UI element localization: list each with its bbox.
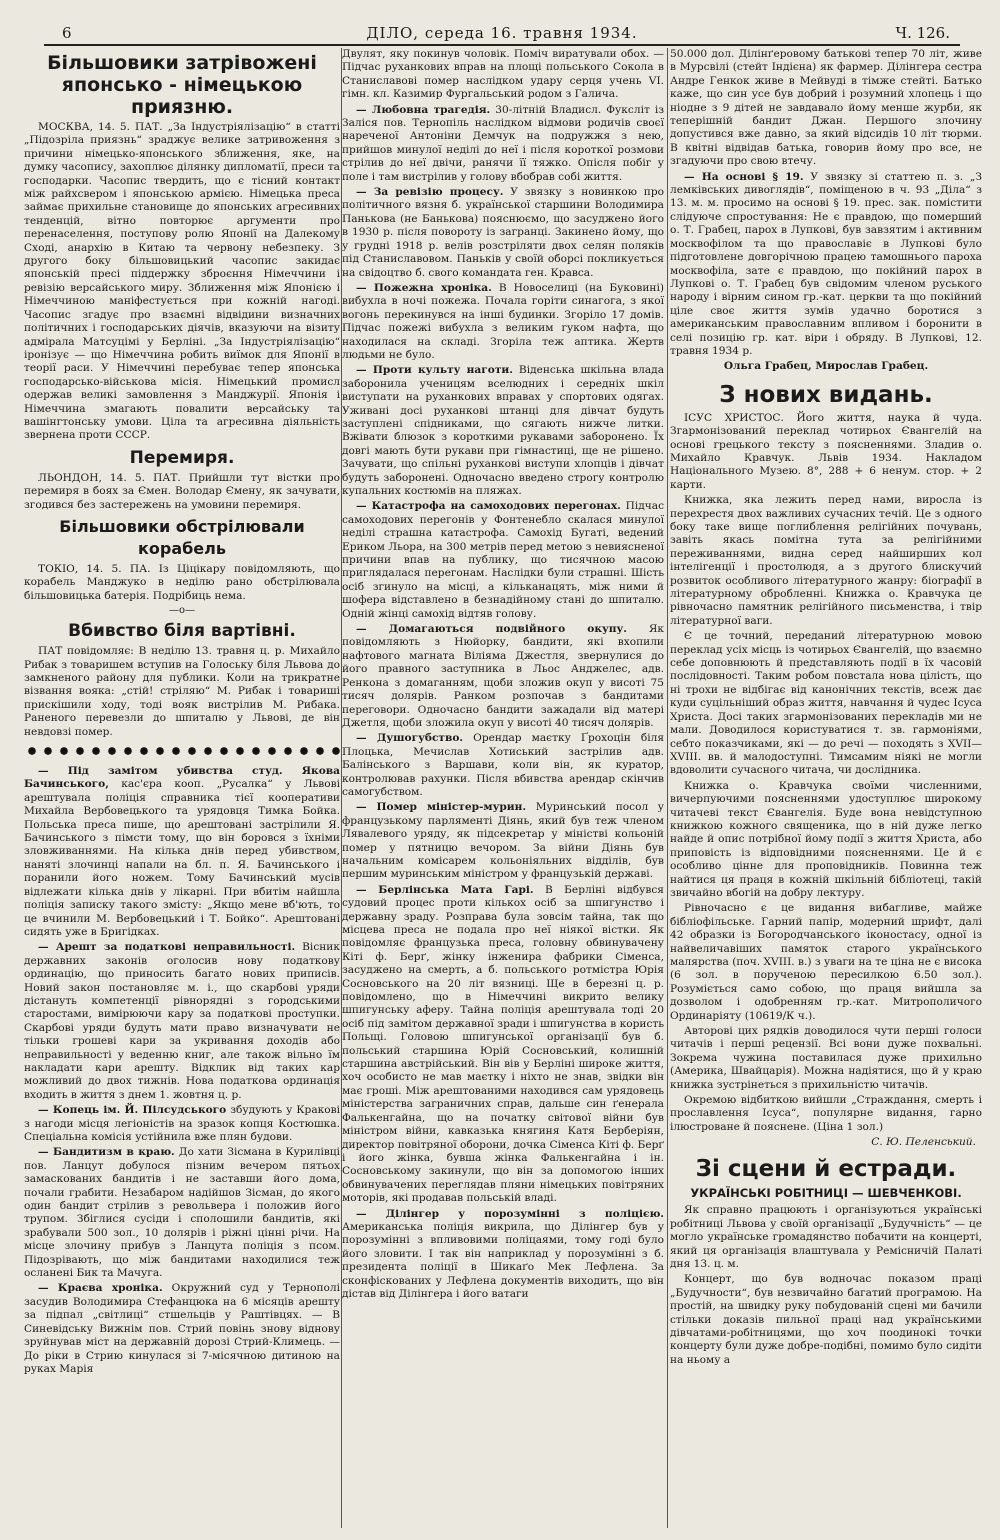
masthead-line: ДІЛО, середа 16. травня 1934. (366, 24, 638, 42)
headline-ship-shelled: Більшовики обстрілювали корабель (59, 516, 305, 558)
page-number: 6 (62, 24, 72, 42)
news-item: — Помер міністер-мурин. Муринський посол у французькому парляменті Діянь, який був теж членом Лявалевого уряду, як підсекретар у міністві кольоній помер у пятницю вечором. За війни Діянь був начальним комісарем кольоніяльних відділів, був першим муринським міністром у французькій державі. (342, 801, 664, 881)
ornament-divider (24, 745, 340, 757)
review-paragraph: Окремою відбиткою вийшли „Страждання, смерть і прославлення Ісуса“, популярне видання, гарно ілюстроване й пояснене. (Ціна 1 зол.) (670, 1094, 982, 1133)
news-item: 50.000 дол. Ділінґеровому батькові тепер 70 літ, живе в Мурсвілі (стейт Індієна) як фармер. Ділінгера сестра Андре Генкок живе в Мейвуді в тімже стейті. Батько каже, що син усе був добрий і розумний хлопець і що ніодне з 9 дітей не завдавало йому менше журби, як теперішній бандит Джан. Першого злочину допустився вже давно, за який відсидів 10 літ тюрми. В квітні відвідав батька, говорив йому про все, не згадуючи про свою втечу. (670, 48, 982, 168)
news-item: — Любовна трагедія. 30-літній Владисл. Фуксліт із Заліся пов. Тернопіль наслідком відмови родичів своєї нареченої Антоніни Демчук на подружжя з нею, прийшов минулої неділі до неї і після короткої розмови стрілив до неї двічи, ранячи її тяжко. Опісля побіг у поле і там вистрілив у голову вбобрав собі життя. (342, 103, 664, 183)
news-item: — Пожежна хроніка. В Новоселиці (на Буковині) вибухла в ночі пожежа. Почала горіти синагога, з якої вогонь перекинувся на інші будинки. Згоріло 17 домів. Підчас пожежі вибухла з великим гуком нафта, що находилася на складі. Згоріла теж аптика. Жертв людьми не було. (342, 281, 664, 361)
review-paragraph: Є це точний, переданий літературною мовою переклад усіх місць із чотирьох Євангелій, що взаємно себе доповнюють й представляють події в їх часовій послідовності. Таким робом повстала нова цілість, що ні трохи не відбігає від канонічних текстів, всеж дає куди суцільніший образ життя, навчання й чудес Ісуса Христа. Досі таких згармонізованих перекладів ми не мали. Доводилося користуватися т. зв. гармоніями, себто показчиками, які — до речі — походять з XVII—XVIII. вв. й малодоступні. Тимсамим ніякі не могли вдоволити сучасного читача, чи дослідника. (670, 630, 982, 777)
column-1 (24, 48, 340, 1530)
review-paragraph: ІСУС ХРИСТОС. Його життя, наука й чуда. Згармонізований переклад чотирьох Євангелій на основі грецького тексту з поясненнями. Зладив о. Михайло Кравчук. Львів 1934. Накладом Національного Музею. 8°, 288 + 6 ненум. стор. + 2 карти. (670, 411, 982, 491)
signature-pelenskyi: С. Ю. Пеленський. (871, 1136, 976, 1149)
headline-bolsheviks-alarmed: Більшовики затрівожені японсько - німецькою приязню. (47, 52, 317, 118)
news-item: — Під замітом убивства студ. Якова Бачинського, кас'єра кооп. „Русалка“ у Львові арештувала поліція справника тієї кооперативи Михайла Вербовецького та урядовця Тимка Бойка. Польська преса пише, що арештовані застрілили Я. Бачинського з пімсти тому, що він боровся з їхніми зловживаннями. На кілька днів перед убивством, наняті злочинці напали на бл. п. Я. Бачинського і поранили його ножем. Тому Бачинський мусів відлежати кілька днів у лікарні. При вбитім найшла поліція записку такого змісту: „Якщо мене вб'ють, то це вчинили М. Вербовецький і Т. Бойко“. Арештовані сидять уже в Бригідках. (24, 765, 340, 938)
news-item: — Ділінгер у порозумінні з поліцією. Американська поліція викрила, що Ділінгер був у порозумінні з впливовими поліцаями, тому годі було його зловити. І так він наприклад у порозумінні з б. президента поліції в Шикаґо Мек Лефлена. За сконфіскованих у Лефлена документів виходить, що він дістав від Ділінгера і його ватаги (342, 1207, 664, 1300)
subheadline-workers: УКРАЇНСЬКІ РОБІТНИЦІ — ШЕВЧЕНКОВІ. (690, 1186, 962, 1201)
review-paragraph: Книжка, яка лежить перед нами, виросла із перехрестя двох важливих сучасних течій. Це з одного боку таке вище поглиблення релігійних почувань, завіть якась помітна тута за релігійними переживаннями, видна серед найширших кол інтелігенції і простолюдя, а з другого блискучий розвиток особливого літературного жанру: біографії в літературному обробленні. Книжка о. Кравчука це рівночасно памятник релігійного письменства, і твір літературної ваги. (670, 494, 982, 627)
news-item: — Арешт за податкові неправильності. Вісник державних законів оголосив нову податкову ординацію, що приносить багато нових приписів. Новий закон постановляє м. і., що скарбові уряди дістануть компетенції рівнорядні з городськими старостами, вимірюючи кару за податкові проступки. Скарбові уряди будуть мати право визначувати не тільки грошеві кари за укривання доходів або неправильності у веденню книг, але також вільно їм накладати кари арешту. Відклик від таких кар можливий до двох тижнів. Нова податкова ординація входить в життя з днем 1. жовтня ц. р. (24, 941, 340, 1101)
article-ship-shelled: ТОКІО, 14. 5. ПА. Із Ціцікару повідомляють, що корабель Манджуко в неділю рано обстрілювала більшовицька батерія. Подрібиць нема. (24, 562, 340, 602)
headline-truce: Перемиря. (129, 447, 235, 468)
article-bolsheviks-alarmed: МОСКВА, 14. 5. ПАТ. „За Індустріялізацію“ в статті „Підозріла приязнь“ зраджує велике затривоження з причини німецько-японського зближення, яке, на думку часопису, захоплює ділянку дипломатії, преси та господарки. Часопис твердить, що є тісний контакт між райхсвером і японською армією. Німецька преса займає прихильне становище до японських агресивних тенденцій, вітно повторює аргументи про перенаселення, поступову ролю Японії на Далекому Сході, анархію в Китаю та червону небезпеку. З другого боку більшовицький часопис закидає японській пресі піддержку зброєння Німеччини і ревізію версайського миру. Зближення між Японією і Німеччиною маніфестується при кожній нагоді. Часопис згадує про взаємні відвідини визначних політичних і господарських діячів, вказуючи на візиту адмірала Матсуцімі у Берліні. „За Індустріялізацію“ іронізує — що Німеччина робить виїмок для Японії в теорії раси. У Німеччині перебуває тепер японська господарсько-військова місія. Німецький промисл одержав великі замовлення з Манджурії. Японія і Німеччина змагають повалити версайську та вашінгтонську умови. Ціла та агресивна діяльність звернена проти СССР. (24, 121, 340, 442)
review-paragraph: Рівночасно є це видання вибагливе, майже бібліофільське. Гарний папір, модерний шрифт, далі 42 образки із Богородчанського іконостасу, одної із найвеличавіших памяток старого українського малярства (поч. XVIII. в.) з уваги на те ціна не є висока (6 зол. в порученою пересилкою 6.50 зол.). Розуміється само собою, що праця вийшла за дозволом і одобренням гр.-кат. Митрополичого Ординаріяту (10619/К ч.). (670, 902, 982, 1022)
news-item: — За ревізію процесу. У звязку з новинкою про політичного вязня б. української старшини Володимира Панькова (не Банькова) пояснюємо, що засуджено його в 1930 р. після повороту із загранці. Закинено йому, що у грудні 1918 р. велів розстріляти двох селян поляків під Станиславовом. Паньків у своїй оборсі покликується на свідоцтво б. свого командата ген. Кравса. (342, 186, 664, 279)
column-2 (342, 48, 664, 1530)
news-item: — Катастрофа на самоходових перегонах. Підчас самоходових перегонів у Фонтенебло скалася минулої неділі страшна катастрофа. Самохід Бугаті, ведений Ериком Льора, на 300 метрів перед метою з невиясненої причини впав на публику, що тисячною масою приглядалася перегонам. Наслідки були страшні. Шість осіб згинуло на місці, а кільканацять, між ними й шофера відставлено в безнадійному стані до шпиталю. Одній жінці самохід відтяв голову. (342, 500, 664, 620)
article-murder-guardhouse: ПАТ повідомляє: В неділю 13. травня ц. р. Михайло Рибак з товаришем вступив на Голоську біля Львова до замкненого району для публики. Коли на трикратне візвання вояка: „стій! стріляю“ М. Рибак і товариші прискішили ходу, тоді вояк вистрілив М. Рибака. Раненого перевезли до шпиталю у Львові, де він невдовзі помер. (24, 645, 340, 738)
headline-stage-and-estrade: Зі сцени й естради. (695, 1156, 957, 1183)
issue-number: Ч. 126. (895, 24, 950, 42)
news-item: — Домагаються подвійного окупу. Як повідомляють з Нюйорку, бандити, які вхопили нафтового магната Віліяма Джестля, звернулися до його правного заступника в Льос Анджелес, адв. Ренкона з домаганням, щоби зложив окуп у висоті 75 тисяч долярів. Ранком розпочав з бандитами переговори. Одночасно бандити зажадали від матері Джетля, щоби зложила окуп у висоті 40 тисяч долярів. (342, 623, 664, 729)
signature-grabets: Ольга Грабец, Мирослав Грабец. (723, 360, 929, 373)
news-item: — Копець ім. Й. Пілсудського збудують у Кракові з нагоди місця легіоністів на зразок копця Костюшка. Спеціальна комісія устійнила вже плян будови. (24, 1104, 340, 1143)
review-paragraph: Книжка о. Кравчука своїми численними, вичерпуючими поясненнями удоступлює широкому читачеві текст Євангелія. Буде вона невідступною книжкою кожного священика, що в ній дуже легко найде й опис потрібної йому події з життя Христа, або приповість із відповідними поясненнями. Це й є особливо цінне для проповідників. Повинна теж найтися ця праця в кожній шкільній бібліотеці, такій звичайно вбогій на добру лектуру. (670, 779, 982, 899)
column-rule (667, 48, 668, 1528)
article-paragraph: Як справно працюють і організуються українські робітниці Львова у своїй організації „Будучність“ — це могло українське громадянство побачити на концерті, який ця організація влаштувала у Ремісничій Палаті дня 13. ц. м. (670, 1204, 982, 1270)
article-truce: ЛЬОНДОН, 14. 5. ПАТ. Прийшли тут вістки про перемиря в боях за Ємен. Володар Ємену, як зачувати, згодився без застережень на умовини перемиря. (24, 471, 340, 511)
article-paragraph: Концерт, що був водночас показом праці „Будучности“, був незвичайно багатий програмою. На простій, на швидку руку побудованій сцені ми бачили стільки доказів пильної праці над українськими дівчатами-робітницями, що хоч поодинокі точки концерту були дуже добре-подібні, помимо було сидіти на ньому а (670, 1273, 982, 1366)
news-item: — Проти культу наготи. Віденська шкільна влада заборонила ученицям вселюдних і середніх шкіл виступати на руханкових вправах у спортових одягах. Уживані досі руханкові штанці для дівчат будуть заступлені спідниками, що сягають нижче литки. Вжівати блюзок з короткими рукавами заборонено. Їх довгі мають бути рукави при гімнастиці, ще не рішено. Зачувати, що спільні руханкові виступи хлопців і дівчат будуть заборонені. Одночасно введено строгу контролю купальних костюмів на пляжах. (342, 364, 664, 497)
column-3 (670, 48, 982, 1530)
headline-new-publications: З нових видань. (719, 381, 933, 408)
news-item: — На основі § 19. У звязку зі статтею п. з. „З лемківських дивоглядів“, поміщеною в ч. 93 „Діла“ з 13. м. м. просимо на основі § 19. прес. зак. помістити слідуюче спростування: Не є правдою, що померший о. Т. Грабец, парох в Лупкові, був завзятим і активним москвофілом та що православіє в Лупкові було підготовлене довгорічною працею тамошнього пароха москвофіла, зате є правдою, що покійний парох в Лупкові о. Т. Грабец був свідомим членом руського народу і вірним сином гр.-кат. церкви та що покійний ціле своє життя зумів удачно боротися з американським православним впливом і боронити в селі позицію гр. кат. віри і обряду. В Лупкові, 12. травня 1934 р. (670, 170, 982, 357)
news-item: — Бандитизм в краю. До хати Зісмана в Курилівці пов. Ланцут добулося пізним вечером пятьох замаскованих бандитів і не заставши його дома, почали грабити. Незабаром надійшов Зісман, до якого один бандит стрілив з револьвера і положив його трупом. Збіглися сусіди і сполошили бандитів, які зрабували 500 зол., 10 долярів і ріжні цінні річи. На місце злочину прибув з Ланцута поліція з псом. Підозрівають, що між бандитами находилися теж осланені Бик та Мачуга. (24, 1146, 340, 1280)
news-item: — Берлінська Мата Гарі. В Берліні відбувся судовий процес проти кількох осіб за шпигунство і державну зраду. Розправа була зовсім тайна, так що місцева преса не подала про неї ніякої вістки. Як повідомляє французька преса, головну обвинувачену Кіті ф. Берґ, жінку інженира фабрики Сіменса, засуджено на смерть, а б. польського ротмістра Юрія Сосновського на 20 літ вязниці. Ще в березні ц. р. повідомлено, що в Німеччині викрито велику шпигунську аферу. Тайна поліція арештувала тоді 20 осіб під замітом державної зради і шпигунства в користь Польщі. Головою шпигунської організації був б. польський старшина Юрій Сосновський, колишній старшина австрійський. Він вів у Берліні широке життя, хоч особисто не мав маєтку і ніхто не знав, звідки він має гроші. Між арештованими находився сам урядовець міністерства заграничних справ, дальше син ґенерала Фалькенгайна, що на початку світової війни був міністром війни, кавказька княгиня Катя Берберіян, директор повітряної оборони, дочка Сіменса Кіті ф. Берґ і його жінка, бувша жінка Фалькенгайна і ін. Сосновському закинули, що він за допомогою інших обвинувачених переглядав пляни німецьких повітряних моторів, які продавав польській владі. (342, 883, 664, 1205)
news-item: Двулят, яку покинув чоловік. Поміч виратували обох. — Підчас руханкових вправ на площі польського Сокола в Станиславові помер наслідком удару серця учень VI. гімн. кл. Казимир Фургальський родом з Галича. (342, 48, 664, 101)
page-header (44, 22, 960, 46)
news-item: — Душогубство. Орендар маєтку Ґрохоцін біля Плоцька, Мечислав Хотиський застрілив адв. Балінського з Варшави, коли він, як куратор, контролював рахунки. Після вбивства арендар скінчив самогубством. (342, 732, 664, 798)
review-paragraph: Авторові цих рядків доводилося чути перші голоси читачів і перші рецензії. Всі вони дуже похвальні. Зокрема чужина поставилася дуже прихильно (Америка, Швайцарія). Можна надіятися, що й у краю книжка зустрінеться з прихильністю читачів. (670, 1025, 982, 1091)
headline-murder-guardhouse: Вбивство біля вартівні. (68, 621, 296, 642)
separator: —o— (168, 605, 196, 617)
news-item: — Краєва хроніка. Окружний суд у Тернополі засудив Володимира Стефанцюка на 6 місяців арешту за підпал „світлиці“ стшельців у Раштівцях. — В Синевідську Вижнім пов. Стрий повінь знову віднову зруйнував міст на державній дорозі Стрий-Климець. — До ріки в Стрию кинулася зі 7-місячною дитиною на руках Марія (24, 1282, 340, 1375)
